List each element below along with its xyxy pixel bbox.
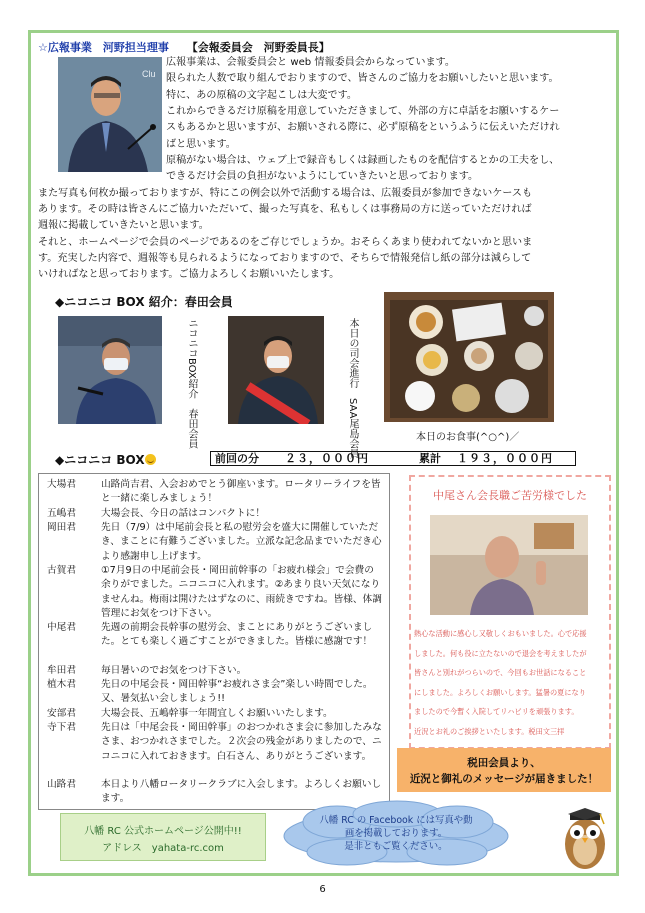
letter-text: [414, 624, 610, 741]
header-title: ☆広報事業 河野担当理事: [38, 41, 169, 54]
message-text: 先日（7/9）は中尾前会長と私の慰労会を盛大に開催していただき、まことに有難うございました。立派な記念品までいただき心より感謝申し上げます。: [101, 522, 382, 562]
prev-amount: ２３，０００円: [285, 452, 369, 465]
speaker-figure: [58, 57, 162, 172]
notice-banner: [397, 748, 611, 792]
facebook-line-3: 是非ともご覧ください。: [344, 841, 448, 852]
message-name: 大場君: [47, 479, 77, 490]
para-line-0: 広報事業は、会報委員会と web 情報委員会からなっています。: [166, 57, 455, 68]
page-number: 6: [319, 884, 326, 895]
message-name: 五嶋君: [47, 508, 77, 519]
niconico-intro-title: ◆ニコニコ BOX 紹介：春田会員: [55, 295, 233, 309]
letter-title: 中尾さん会長職ご苦労様でした: [433, 489, 587, 502]
message-name: 山路君: [47, 779, 77, 790]
message-name: 植木君: [47, 679, 77, 690]
website-line-1: 八幡 RC 公式ホームページ公開中!!: [84, 826, 242, 837]
message-text: 本日より八幡ロータリークラブに入会します。よろしくお願いします。: [101, 779, 382, 805]
speaker-photo: [58, 57, 162, 172]
letter-line: 熱心な活動に感心し又敬しくおもいました。心で応援: [414, 629, 587, 638]
harada-photo: [58, 316, 162, 424]
para-line-7: できるだけ会員の負担がないようにしていきたいと思っております。: [166, 171, 479, 182]
message-text: 先日の中尾会長・岡田幹事“お疲れさま会”楽しい時間でした。又、暑気払い会しましょう!!: [101, 679, 373, 705]
meal-figure: [384, 292, 554, 422]
para-line-13: いければなと思っております。ご協力よろしくお願いいたします。: [38, 269, 340, 280]
total-label: 累計: [419, 452, 441, 465]
meal-photo: [384, 292, 554, 422]
header-subtitle: 【会報委員会 河野委員長】: [186, 41, 330, 54]
owl-icon: [558, 802, 612, 872]
letter-line: にしました。よろしくお願いします。猛暑の夏になり: [414, 687, 586, 697]
para-line-1: 限られた人数で取り組んでおりますので、皆さんのご協力をお願いしたいと思います。: [166, 73, 559, 84]
message-name: 中尾君: [47, 622, 77, 633]
message-text: 山路尚吉君、入会おめでとう御座います。ロータリーライフを皆と一緒に楽しみましょう！: [101, 479, 381, 505]
para-line-2: 特に、あの原稿の文字起こしは大変です。: [166, 90, 357, 101]
photo-sign-text: Clu: [142, 69, 156, 79]
ojima-photo: [228, 316, 324, 424]
niconico-box-title-text: ◆ニコニコ BOX: [55, 453, 145, 467]
para-line-12: す。充実した内容で、週報等も見られるようになっておりますので、そちらで情報発信し紙の部分は減らして: [38, 253, 532, 264]
facebook-line-1: 八幡 RC の Facebook には写真や動: [319, 815, 473, 826]
message-name: 寺下君: [47, 722, 77, 733]
para-line-4: スもあるかと思いますが、お願いされる際に、必ず原稿をというふうに伝えいただけれ: [166, 122, 560, 133]
message-text: 大場会長、今日の話はコンパクトに！: [101, 508, 266, 519]
niconico-box-title: [55, 451, 156, 468]
letter-photo: [430, 515, 588, 615]
message-name: 古賀君: [47, 565, 77, 576]
notice-line-1: 税田会員より、: [467, 757, 541, 769]
message-text: 先日は「中尾会長・岡田幹事」のおつかれさま会に参加したみなさま、おつかれさまでした。２次会の残金がありましたので、ニコニコに入れておきます。白石さん、ありがとうございます。: [101, 722, 382, 762]
message-row: [47, 478, 382, 507]
facebook-cloud: [277, 800, 515, 868]
meal-caption: 本日のお食事(^○^)／: [416, 432, 520, 443]
message-text: ①7月9日の中尾前会長・岡田前幹事の「お疲れ様会」で会費の余りがでました。ニコニコに入れます。②あまり良い天気になりませんね。梅雨は開けたはずなのに、雨続きですね。皆様、体調管理にお気をつけ下さい。: [101, 565, 382, 620]
message-text: 大場会長、五嶋幹事一年間宜しくお願いいたします。: [101, 708, 333, 719]
harada-caption: ニコニコBOX紹介 春田会員: [186, 318, 197, 449]
para-line-8: また写真も何枚か撮っておりますが、特にこの例会以外で活動する場合は、広報委員が参加できないケースも: [38, 188, 533, 199]
section-header: [38, 39, 330, 55]
para-line-5: ばと思います。: [166, 139, 236, 150]
notice-line-2: 近況と御礼のメッセージが届きました！: [409, 773, 599, 785]
para-line-6: 原稿がない場合は、ウェブ上で録音もしくは録画したものを配信するとかの工夫をし、: [166, 155, 560, 166]
total-amount: １９３，０００円: [457, 452, 553, 465]
prev-label: 前回の分: [215, 452, 259, 465]
message-text: 先週の前期会長幹事の慰労会、まことにありがとうございました。とても楽しく過ごすことができました。皆様に感謝です！: [101, 622, 373, 648]
letter-card: [409, 475, 611, 749]
para-line-11: それと、ホームページで会員のページであるのをご存じでしょうか。おそらくあまり使われてないかと思いま: [38, 237, 533, 248]
message-name: 牟田君: [47, 665, 77, 676]
letter-line: 皆さんと別れがつらいので、今回もお世話になること: [414, 668, 587, 677]
facebook-text: [277, 814, 515, 853]
website-address[interactable]: アドレス yahata-rc.com: [102, 843, 224, 854]
niconico-messages: [38, 473, 390, 810]
elder-figure: [430, 515, 588, 615]
ojima-figure: [228, 316, 324, 424]
message-name: 岡田君: [47, 522, 77, 533]
ojima-caption: 本日の司会進行 SAA尾島会員: [347, 318, 358, 459]
letter-line: ましたので今暫く入院してリハビリを頑張ります。: [414, 707, 579, 716]
letter-line: 近況とお礼のご挨拶といたします。税田文三拝: [414, 726, 565, 736]
letter-line: しました。何も役に立たないので退会を考えましたが: [414, 648, 587, 658]
para-line-9: あります。その時は皆さんにご協力いただいて、撮った写真を、私もしくは事務局の方に送っていただければ: [38, 204, 532, 215]
message-name: 安部君: [47, 708, 77, 719]
smile-icon: [145, 454, 156, 465]
message-text: 毎日暑いのでお気をつけ下さい。: [101, 665, 247, 676]
para-line-10: 週報に掲載していきたいと思います。: [38, 220, 209, 231]
facebook-line-2: 画を掲載しております。: [344, 828, 448, 839]
harada-figure: [58, 316, 162, 424]
website-banner[interactable]: [60, 813, 266, 861]
niconico-totals-box: [210, 451, 576, 466]
para-line-3: これからできるだけ原稿を用意していただきまして、外部の方に卓話をお願いするケー: [166, 106, 560, 117]
